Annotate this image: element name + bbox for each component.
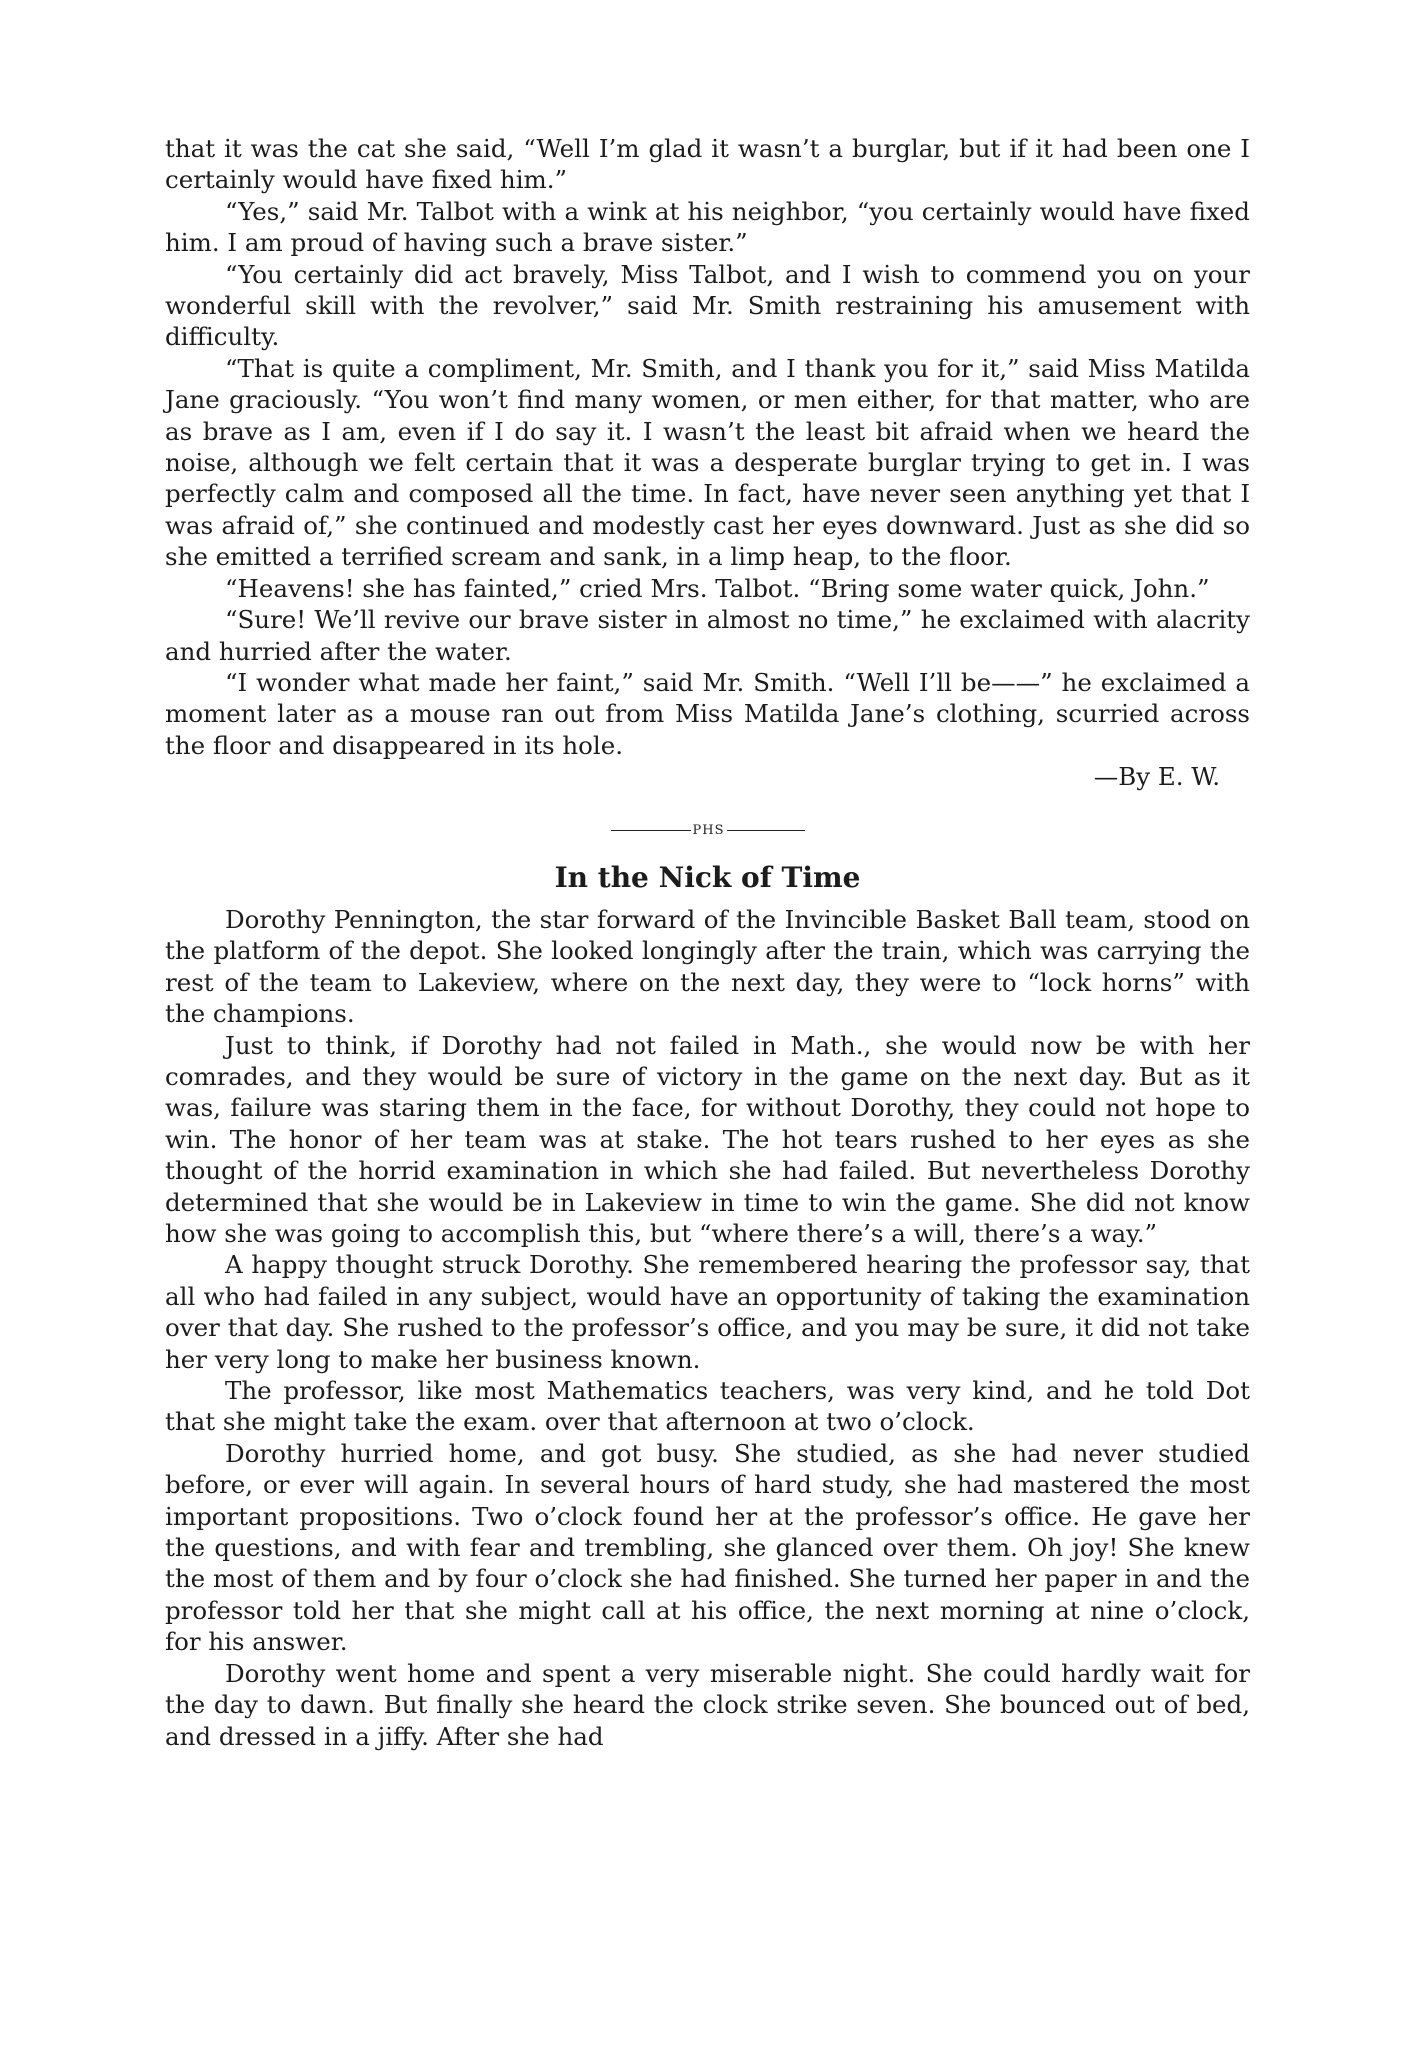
paragraph: “That is quite a compliment, Mr. Smith, and I thank you for it,” said Miss Matilda Jane graciously. “You won’t find many women, or men either, for that matter, who are as brave as I am, even if I do say it. I wasn’t the least bit afraid when we heard the noise, although we felt certain that it was a desperate burglar trying to get in. I was perfectly calm and composed all the time. In fact, have never seen anything yet that I was afraid of,” she continued and modestly cast her eyes downward. Just as she did so she emitted a terrified scream and sank, in a limp heap, to the floor. — [165, 353, 1250, 572]
page-body — [165, 133, 1250, 1752]
paragraph: Dorothy hurried home, and got busy. She studied, as she had never studied before, or ever will again. In several hours of hard study, she had mastered the most important propositions. Two o’clock found her at the professor’s office. He gave her the questions, and with fear and trembling, she glanced over them. Oh joy! She knew the most of them and by four o’clock she had finished. She turned her paper in and the professor told her that she might call at his office, the next morning at nine o’clock, for his answer. — [165, 1438, 1250, 1657]
paragraph: “Sure! We’ll revive our brave sister in almost no time,” he exclaimed with alacrity and hurried after the water. — [165, 605, 1250, 666]
paragraph: Dorothy Pennington, the star forward of the Invincible Basket Ball team, stood on the platform of the depot. She looked longingly after the train, which was carrying the rest of the team to Lakeview, where on the next day, they were to “lock horns” with the champions. — [165, 904, 1250, 1029]
paragraph: “Yes,” said Mr. Talbot with a wink at his neighbor, “you certainly would have fixed him. I am proud of having such a brave sister.” — [165, 196, 1250, 258]
paragraph: “You certainly did act bravely, Miss Talbot, and I wish to commend you on your wonderful skill with the revolver,” said Mr. Smith restraining his amusement with difficulty. — [165, 259, 1250, 352]
story-in-the-nick-of-time — [165, 860, 1250, 1752]
paragraph: “Heavens! she has fainted,” cried Mrs. Talbot. “Bring some water quick, John.” — [225, 573, 1210, 603]
paragraph: “I wonder what made her faint,” said Mr. Smith. “Well I’ll be——” he exclaimed a moment later as a mouse ran out from Miss Matilda Jane’s clothing, scurried across the floor and disappeared in its hole. — [165, 667, 1250, 760]
divider-rule-right — [727, 830, 805, 831]
paragraph: The professor, like most Mathematics teachers, was very kind, and he told Dot that she might take the exam. over that afternoon at two o’clock. — [165, 1376, 1250, 1437]
author-signature: —By E. W. — [1093, 762, 1220, 792]
paragraph: Dorothy went home and spent a very miserable night. She could hardly wait for the day to dawn. But finally she heard the clock strike seven. She bounced out of bed, and dressed in a jiffy. After she had — [165, 1658, 1250, 1751]
divider-label: PHS — [692, 822, 725, 838]
paragraph: Just to think, if Dorothy had not failed in Math., she would now be with her comrades, and they would be sure of victory in the game on the next day. But as it was, failure was staring them in the face, for without Dorothy, they could not hope to win. The honor of her team was at stake. The hot tears rushed to her eyes as she thought of the horrid examination in which she had failed. But nevertheless Dorothy determined that she would be in Lakeview in time to win the game. She did not know how she was going to accomplish this, but “where there’s a will, there’s a way.” — [165, 1030, 1250, 1248]
story-continuation — [165, 133, 1250, 793]
story-title: In the Nick of Time — [554, 860, 861, 894]
paragraph: that it was the cat she said, “Well I’m glad it wasn’t a burglar, but if it had been one I certainly would have fixed him.” — [165, 134, 1250, 195]
section-divider — [165, 815, 1250, 846]
divider-rule-left — [611, 830, 691, 831]
paragraph: A happy thought struck Dorothy. She remembered hearing the professor say, that all who had failed in any subject, would have an opportunity of taking the examination over that day. She rushed to the professor’s office, and you may be sure, it did not take her very long to make her business known. — [165, 1250, 1250, 1374]
